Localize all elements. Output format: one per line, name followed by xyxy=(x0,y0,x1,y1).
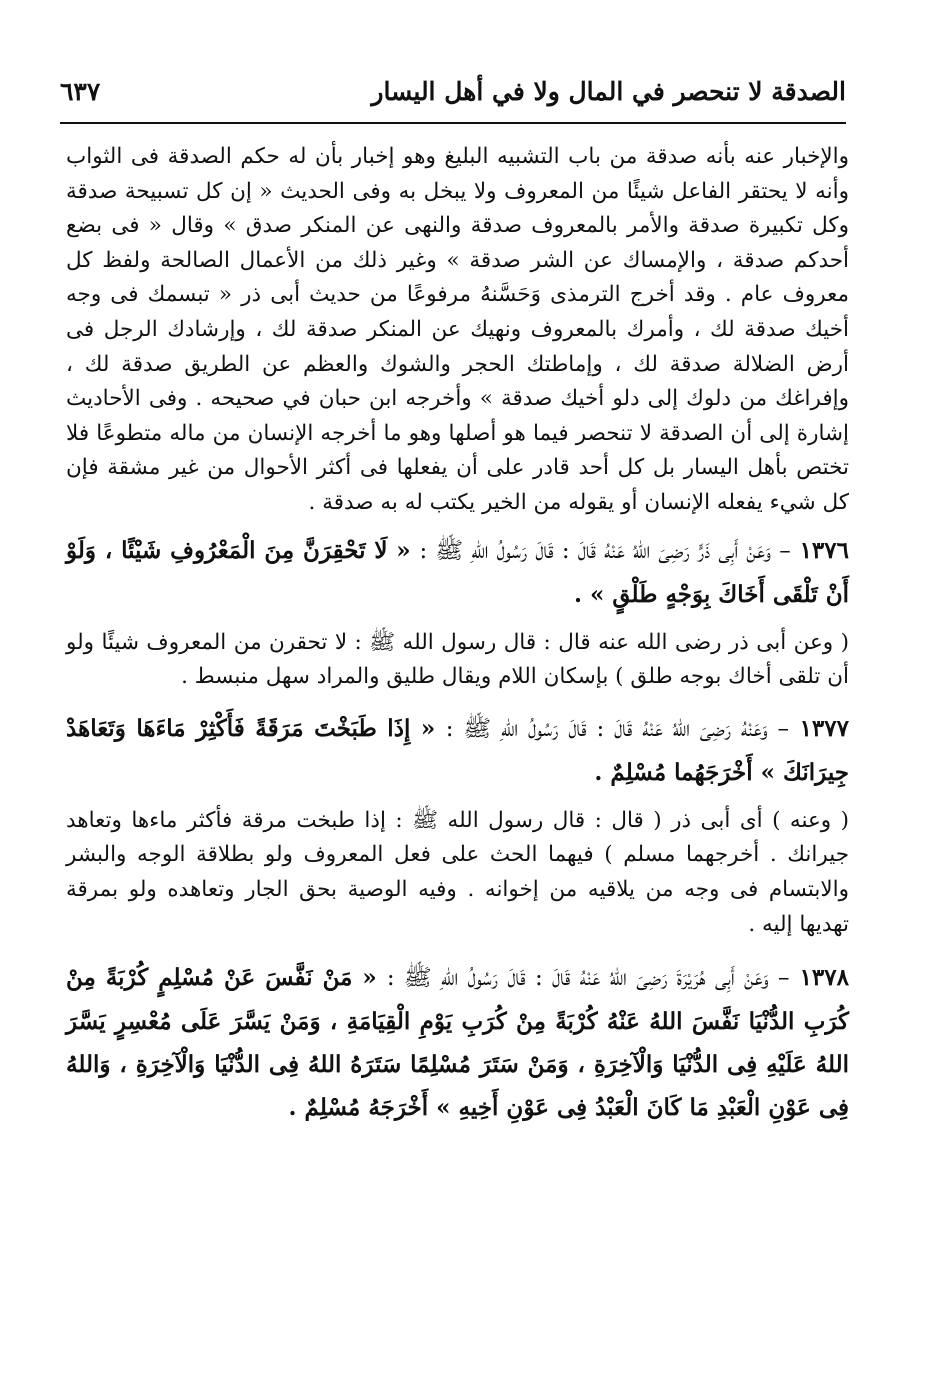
hadith-1376 xyxy=(66,529,849,616)
hadith-chain: – وَعَنْهُ رَضِىَ اللهُ عَنْهُ قَالَ : قَالَ رَسُولُ اللهِ ﷺ : xyxy=(445,715,790,742)
commentary-1377: ( وعنه ) أى أبى ذر ( قال : قال رسول الله ﷺ : إذا طبخت مرقة فأكثر ماءها وتعاهد جيرانك . أخرجهما مسلم ) فيهما الحث على فعل المعروف ولو بطلاقة الوجه والبشر والابتسام فى وجه من يلاقيه من إخوانه . وفيه الوصية بحق الجار وتعاهده ولو بمرقة تهديها إليه . xyxy=(66,807,849,937)
running-title: الصدقة لا تنحصر في المال ولا في أهل اليسار xyxy=(371,76,846,106)
hadith-text: « مَنْ نَفَّسَ عَنْ مُسْلِمٍ كُرْبَةً مِنْ كُرَبِ الدُّنْيَا نَفَّسَ اللهُ عَنْهُ كُرْبَةً مِنْ كُرَبِ يَوْمِ الْقِيَامَةِ ، وَمَنْ يَسَّرَ عَلَى مُعْسِرٍ يَسَّرَ اللهُ عَلَيْهِ فِى الدُّنْيَا وَالْآخِرَةِ ، وَمَنْ سَتَرَ مُسْلِمًا سَتَرَهُ اللهُ فِى الدُّنْيَا وَالْآخِرَةِ ، وَاللهُ فِى عَوْنِ الْعَبْدِ مَا كَانَ الْعَبْدُ فِى عَوْنِ أَخِيهِ » أَخْرَجَهُ مُسْلِمٌ . xyxy=(66,964,849,1122)
hadith-text: « إِذَا طَبَخْتَ مَرَقَةً فَأَكْثِرْ مَاءَهَا وَتَعَاهَدْ جِيرَانَكَ » أَخْرَجَهُما مُسْلِمٌ . xyxy=(66,714,849,786)
hadith-text: « لَا تَحْقِرَنَّ مِنَ الْمَعْرُوفِ شَيْئًا ، وَلَوْ أَنْ تَلْقَى أَخَاكَ بِوَجْهٍ طَلْقٍ » . xyxy=(66,536,849,608)
hadith-number: ١٣٧٨ xyxy=(799,964,849,992)
hadith-chain: – وَعَنْ أَبِى ذَرٍّ رَضِىَ اللهُ عَنْهُ قَالَ : قَالَ رَسُولُ اللهِ ﷺ : xyxy=(419,537,791,564)
hadith-chain: – وَعَنْ أَبِى هُرَيْرَةَ رَضِىَ اللهُ عَنْهُ قَالَ : قَالَ رَسُولُ اللهِ ﷺ : xyxy=(386,965,790,992)
page-number: ٦٣٧ xyxy=(60,76,101,106)
hadith-number: ١٣٧٦ xyxy=(799,536,849,564)
hadith-number: ١٣٧٧ xyxy=(799,714,849,742)
page-header xyxy=(60,60,846,124)
intro-paragraph: والإخبار عنه بأنه صدقة من باب التشبيه البليغ وهو إخبار بأن له حكم الصدقة فى الثواب وأنه لا يحتقر الفاعل شيئًا من المعروف ولا يبخل به وفى الحديث « إن كل تسبيحة صدقة وكل تكبيرة صدقة والأمر بالمعروف صدقة والنهى عن المنكر صدق » وقال « فى بضع أحدكم صدقة ، والإمساك عن الشر صدقة » وغير ذلك من الأعمال الصالحة ولفظ كل معروف عام . وقد أخرج الترمذى وَحَسَّنهُ مرفوعًا من حديث أبى ذر « تبسمك فى وجه أخيك صدقة لك ، وأمرك بالمعروف ونهيك عن المنكر صدقة لك ، وإرشادك الرجل فى أرض الضلالة صدقة لك ، وإماطتك الحجر والشوك والعظم عن الطريق صدقة لك ، وإفراغك من دلوك إلى دلو أخيك صدقة » وأخرجه ابن حبان في صحيحه . وفى الأحاديث إشارة إلى أن الصدقة لا تنحصر فيما هو أصلها وهو ما أخرجه الإنسان من ماله متطوعًا فلا تختص بأهل اليسار بل كل أحد قادر على أن يفعلها فى أكثر الأحوال من غير مشقة فإن كل شيء يفعله الإنسان أو يقوله من الخير يكتب له به صدقة . xyxy=(66,144,849,515)
hadith-1377 xyxy=(66,707,849,794)
hadith-1378 xyxy=(66,956,849,1129)
commentary-1376: ( وعن أبى ذر رضى الله عنه قال : قال رسول الله ﷺ : لا تحقرن من المعروف شيئًا ولو أن تلقى أخاك بوجه طلق ) بإسكان اللام ويقال طليق والمراد سهل منبسط . xyxy=(66,629,849,690)
page-body xyxy=(66,140,849,1129)
